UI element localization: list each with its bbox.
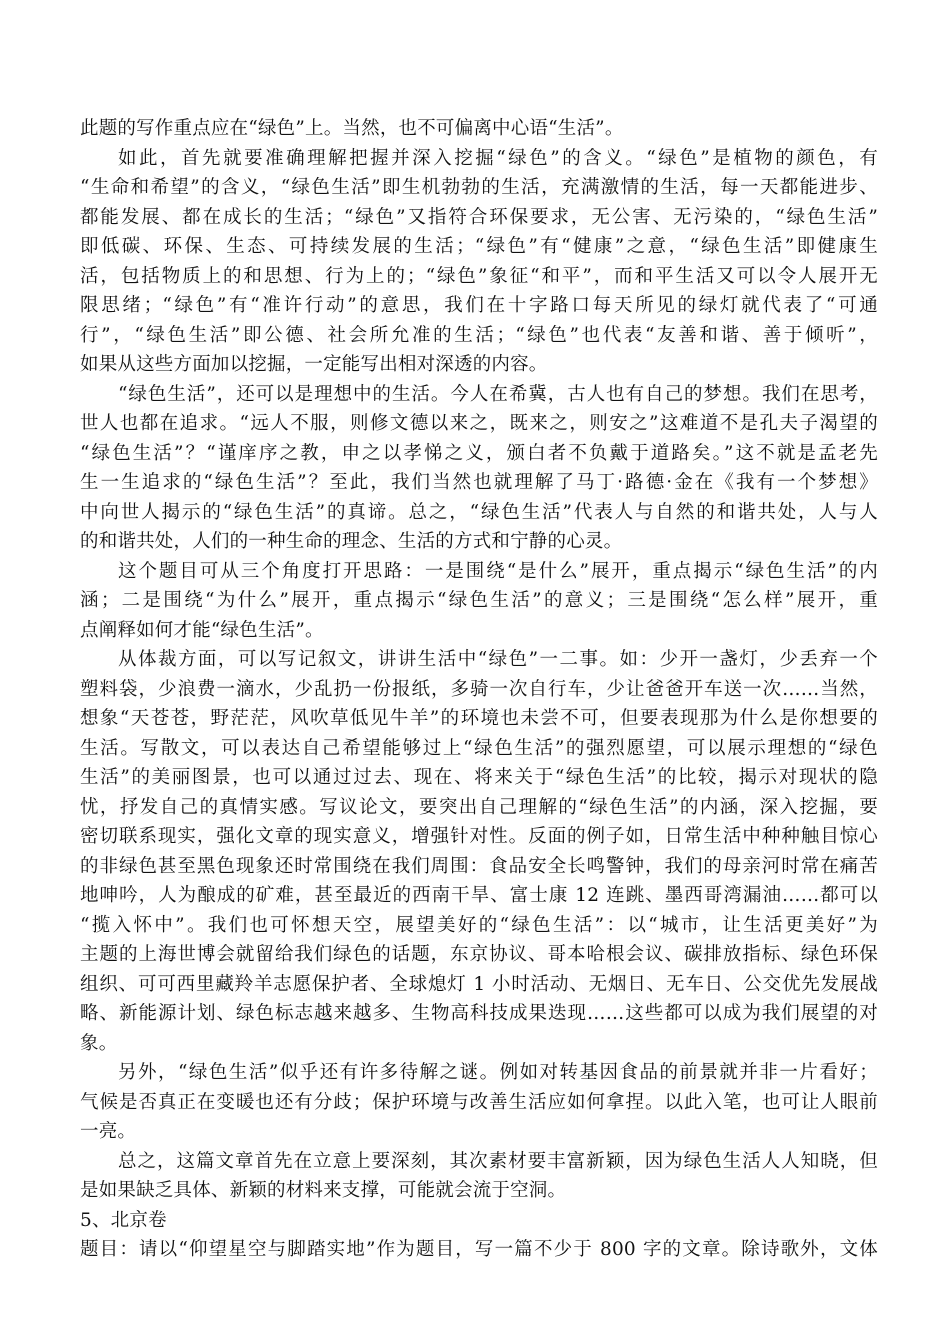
text-line: 都能发展、都在成长的生活；“绿色”又指符合环保要求，无公害、无污染的，“绿色生活” — [80, 206, 878, 228]
text-line: 这个题目可从三个角度打开思路：一是围绕“是什么”展开，重点揭示“绿色生活”的内 — [118, 560, 878, 582]
text-line: 象。 — [80, 1032, 118, 1054]
text-line: 5、北京卷 — [80, 1209, 167, 1231]
text-line: 另外，“绿色生活”似乎还有许多待解之谜。例如对转基因食品的前景就并非一片看好； — [118, 1062, 878, 1083]
text-line: 密切联系现实，强化文章的现实意义，增强针对性。反面的例子如，日常生活中种种触目惊心 — [80, 826, 878, 847]
text-line: 的非绿色甚至黑色现象还时常围绕在我们周围：食品安全长鸣警钟，我们的母亲河时常在痛苦 — [80, 855, 878, 877]
text-line: 略、新能源计划、绿色标志越来越多、生物高科技成果迭现……这些都可以成为我们展望的对 — [80, 1003, 878, 1024]
text-line: 生活”的美丽图景，也可以通过过去、现在、将来关于“绿色生活”的比较，揭示对现状的隐 — [80, 767, 878, 788]
text-line: “绿色生活”，还可以是理想中的生活。今人在希冀，古人也有自己的梦想。我们在思考， — [118, 383, 878, 405]
text-line: 题目：请以“仰望星空与脚踏实地”作为题目，写一篇不少于 800 字的文章。除诗歌外，文体 — [80, 1239, 878, 1260]
text-line: 即低碳、环保、生态、可持续发展的生活；“绿色”有“健康”之意，“绿色生活”即健康生 — [80, 236, 878, 257]
text-line: 生活。写散文，可以表达自己希望能够过上“绿色生活”的强烈愿望，可以展示理想的“绿色 — [80, 737, 878, 759]
text-line: 点阐释如何才能“绿色生活”。 — [80, 619, 324, 641]
text-line: 组织、可可西里藏羚羊志愿保护者、全球熄灯 1 小时活动、无烟日、无车日、公交优先发展战 — [80, 973, 878, 995]
text-line: 总之，这篇文章首先在立意上要深刻，其次素材要丰富新颖，因为绿色生活人人知晓，但 — [118, 1150, 878, 1172]
text-line: “绿色生活”？“谨庠序之教，申之以孝悌之义，颁白者不负戴于道路矣。”这不就是孟老先 — [80, 442, 878, 464]
document-page — [80, 114, 878, 1265]
text-line: 忧，抒发自己的真情实感。写议论文，要突出自己理解的“绿色生活”的内涵，深入挖掘，要 — [80, 796, 878, 818]
text-line: 涵；二是围绕“为什么”展开，重点揭示“绿色生活”的意义；三是围绕“怎么样”展开，重 — [80, 590, 878, 611]
text-line: 是如果缺乏具体、新颖的材料来支撑，可能就会流于空洞。 — [80, 1180, 567, 1201]
text-line: 限思绪；“绿色”有“准许行动”的意思，我们在十字路口每天所见的绿灯就代表了“可通 — [80, 295, 878, 316]
text-line: 中向世人揭示的“绿色生活”的真谛。总之，“绿色生活”代表人与自然的和谐共处，人与人 — [80, 501, 878, 523]
text-line: 如果从这些方面加以挖掘，一定能写出相对深透的内容。 — [80, 354, 548, 375]
text-line: 行”，“绿色生活”即公德、社会所允准的生活；“绿色”也代表“友善和谐、善于倾听”， — [80, 324, 878, 346]
text-line: 塑料袋，少浪费一滴水，少乱扔一份报纸，多骑一次自行车，少让爸爸开车送一次……当然， — [80, 678, 878, 700]
text-line: 从体裁方面，可以写记叙文，讲讲生活中“绿色”一二事。如：少开一盏灯，少丢弃一个 — [118, 649, 878, 670]
text-line: “揽入怀中”。我们也可怀想天空，展望美好的“绿色生活”：以“城市，让生活更美好”为 — [80, 914, 878, 936]
text-line: 地呻吟，人为酿成的矿难，甚至最近的西南干旱、富士康 12 连跳、墨西哥湾漏油……都可以 — [80, 885, 878, 906]
text-line: 此题的写作重点应在“绿色”上。当然，也不可偏离中心语“生活”。 — [80, 118, 624, 139]
text-line: 如此，首先就要准确理解把握并深入挖掘“绿色”的含义。“绿色”是植物的颜色，有 — [118, 147, 878, 169]
text-line: 活，包括物质上的和思想、行为上的；“绿色”象征“和平”，而和平生活又可以令人展开无 — [80, 265, 878, 287]
text-line: 想象“天苍苍，野茫茫，风吹草低见牛羊”的环境也未尝不可，但要表现那为什么是你想要的 — [80, 708, 878, 729]
text-line: 世人也都在追求。“远人不服，则修文德以来之，既来之，则安之”这难道不是孔夫子渴望的 — [80, 413, 878, 434]
text-line: 的和谐共处，人们的一种生命的理念、生活的方式和宁静的心灵。 — [80, 531, 623, 552]
text-line: 气候是否真正在变暖也还有分歧；保护环境与改善生活应如何拿捏。以此入笔，也可让人眼前 — [80, 1091, 878, 1113]
text-line: 主题的上海世博会就留给我们绿色的话题，东京协议、哥本哈根会议、碳排放指标、绿色环保 — [80, 944, 878, 965]
text-line: 一亮。 — [80, 1121, 137, 1142]
text-line: 生一生追求的“绿色生活”？至此，我们当然也就理解了马丁·路德·金在《我有一个梦想》 — [80, 472, 878, 493]
text-line: “生命和希望”的含义，“绿色生活”即生机勃勃的生活，充满激情的生活，每一天都能进步、 — [80, 177, 878, 198]
